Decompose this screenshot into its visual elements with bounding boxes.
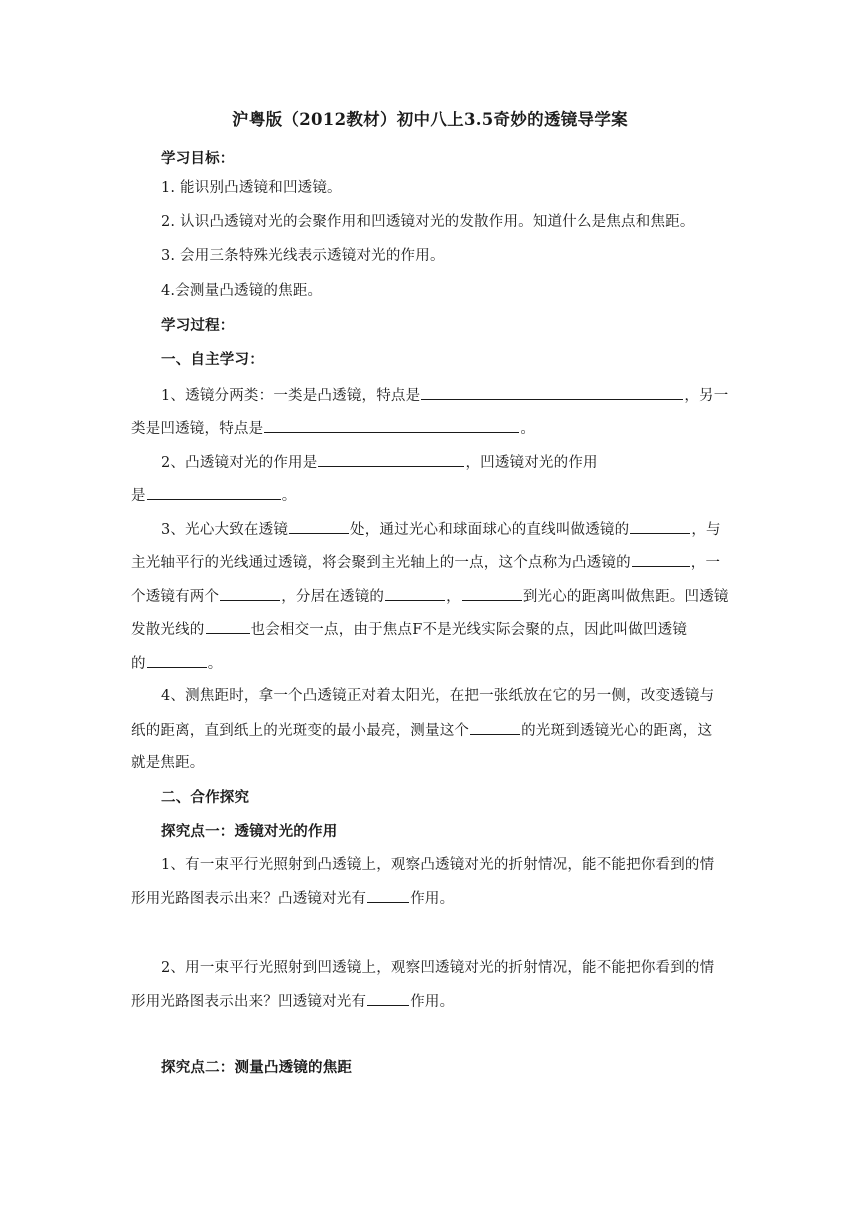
q4-line2 (131, 720, 712, 741)
goal-item-1: 1. 能识别凸透镜和凹透镜。 (161, 180, 342, 196)
goal-item-2: 2. 认识凸透镜对光的会聚作用和凹透镜对光的发散作用。知道什么是焦点和焦距。 (161, 214, 695, 230)
q3-line1 (161, 519, 721, 540)
section1-heading: 一、自主学习： (161, 351, 264, 368)
q1-text-c: 类是凹透镜，特点是 (131, 421, 264, 437)
q2-text-c: 是 (131, 488, 146, 504)
q4-text-2b: 的光斑到透镜光心的距离，这 (521, 723, 713, 739)
q1-text-a: 1、透镜分两类：一类是凸透镜，特点是 (161, 388, 421, 404)
process-heading: 学习过程： (161, 317, 235, 334)
q1-line1 (161, 385, 728, 406)
q3-text-5b: 。 (207, 656, 223, 672)
q3-blank-2[interactable] (630, 519, 690, 534)
q3-text-1c: ，与 (691, 522, 721, 538)
q4-blank-1[interactable] (470, 720, 520, 735)
goal-item-3: 3. 会用三条特殊光线表示透镜对光的作用。 (161, 248, 445, 264)
q3-text-1a: 3、光心大致在透镜 (161, 522, 289, 538)
goals-heading: 学习目标： (161, 150, 235, 167)
q2-line1 (161, 452, 598, 473)
q3-text-2b: ，一 (690, 555, 721, 571)
e1-line1: 1、有一束平行光照射到凸透镜上，观察凸透镜对光的折射情况，能不能把你看到的情 (161, 857, 715, 873)
q3-line2 (131, 552, 720, 573)
e2-blank-1[interactable] (367, 991, 409, 1006)
q4-line3: 就是焦距。 (131, 755, 205, 771)
q3-text-4a: 发散光线的 (131, 622, 205, 638)
q3-line4 (131, 619, 687, 640)
e1-line2 (131, 888, 454, 909)
e1-text-2b: 作用。 (410, 891, 455, 907)
explore1-heading: 探究点一：透镜对光的作用 (161, 823, 338, 840)
q3-text-5a: 的 (131, 656, 146, 672)
q3-blank-7[interactable] (206, 619, 250, 634)
q3-text-4b: 也会相交一点，由于焦点F不是光线实际会聚的点，因此叫做凹透镜 (250, 622, 688, 638)
q2-text-a: 2、凸透镜对光的作用是 (161, 455, 318, 471)
q3-blank-1[interactable] (289, 519, 349, 534)
q3-blank-8[interactable] (147, 653, 207, 668)
q2-line2 (131, 485, 296, 506)
e1-blank-1[interactable] (367, 888, 409, 903)
e2-text-2a: 形用光路图表示出来？凹透镜对光有 (131, 994, 367, 1010)
q1-blank-1[interactable] (421, 385, 683, 400)
page-title: 沪粤版（2012教材）初中八上3.5奇妙的透镜导学案 (232, 110, 628, 129)
e2-text-2b: 作用。 (410, 994, 455, 1010)
q2-blank-1[interactable] (318, 452, 464, 467)
e2-line2 (131, 991, 454, 1012)
section2-heading: 二、合作探究 (161, 789, 250, 806)
q3-text-3d: 到光心的距离叫做焦距。凹透镜 (522, 589, 729, 605)
explore2-heading: 探究点二：测量凸透镜的焦距 (161, 1059, 353, 1076)
q1-blank-2[interactable] (264, 418, 519, 433)
q1-line2 (131, 418, 535, 439)
q3-text-1b: 处，通过光心和球面球心的直线叫做透镜的 (350, 522, 630, 538)
goal-item-4: 4.会测量凸透镜的焦距。 (161, 283, 323, 299)
e2-line1: 2、用一束平行光照射到凹透镜上，观察凹透镜对光的折射情况，能不能把你看到的情 (161, 960, 715, 976)
q3-blank-5[interactable] (385, 586, 445, 601)
q3-text-3c: ， (446, 589, 461, 605)
q2-text-d: 。 (281, 488, 297, 504)
q4-text-2a: 纸的距离，直到纸上的光斑变的最小最亮，测量这个 (131, 723, 470, 739)
q3-blank-4[interactable] (220, 586, 280, 601)
q3-blank-3[interactable] (632, 552, 690, 567)
q3-text-3a: 个透镜有两个 (131, 589, 220, 605)
q2-text-b: ，凹透镜对光的作用 (465, 455, 598, 471)
e1-text-2a: 形用光路图表示出来？凸透镜对光有 (131, 891, 367, 907)
q3-blank-6[interactable] (462, 586, 522, 601)
q3-line3 (131, 586, 729, 607)
q3-text-3b: ，分居在透镜的 (281, 589, 385, 605)
q1-text-b: ，另一 (684, 388, 729, 404)
q3-line5 (131, 653, 222, 674)
q2-blank-2[interactable] (147, 485, 281, 500)
q1-text-d: 。 (520, 421, 536, 437)
q3-text-2a: 主光轴平行的光线通过透镜，将会聚到主光轴上的一点，这个点称为凸透镜的 (131, 555, 631, 571)
q4-line1: 4、测焦距时，拿一个凸透镜正对着太阳光，在把一张纸放在它的另一侧，改变透镜与 (161, 688, 715, 704)
